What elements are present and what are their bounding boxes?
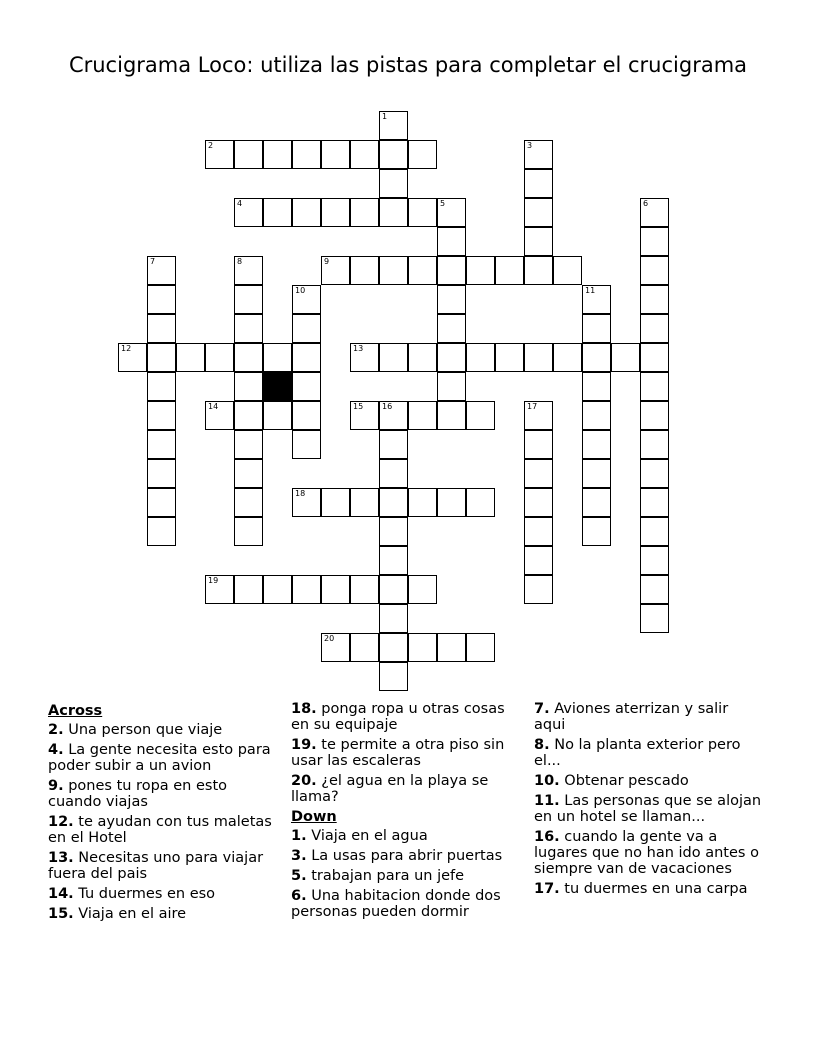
grid-cell[interactable]: [321, 198, 350, 227]
grid-cell[interactable]: [205, 343, 234, 372]
grid-cell[interactable]: [292, 401, 321, 430]
grid-cell[interactable]: [640, 227, 669, 256]
grid-cell[interactable]: [379, 488, 408, 517]
grid-cell[interactable]: [147, 401, 176, 430]
grid-cell[interactable]: [205, 140, 234, 169]
clue-text: trabajan para un jefe: [306, 868, 465, 884]
grid-cell[interactable]: [582, 517, 611, 546]
grid-cell[interactable]: [640, 256, 669, 285]
grid-cell[interactable]: [524, 430, 553, 459]
grid-cell[interactable]: [524, 575, 553, 604]
clue-number-label: 13.: [48, 850, 74, 866]
clue-number-label: 1.: [291, 828, 307, 844]
clue-number-label: 18.: [291, 701, 317, 717]
grid-cell[interactable]: [379, 169, 408, 198]
grid-cell[interactable]: [234, 256, 263, 285]
grid-cell[interactable]: [379, 401, 408, 430]
clue-number-label: 3.: [291, 848, 307, 864]
grid-cell[interactable]: [263, 401, 292, 430]
grid-cell[interactable]: [379, 459, 408, 488]
grid-cell[interactable]: [582, 459, 611, 488]
grid-cell[interactable]: [524, 546, 553, 575]
grid-cell[interactable]: [147, 517, 176, 546]
clue-number: 17: [527, 402, 538, 411]
grid-cell[interactable]: [147, 343, 176, 372]
grid-cell[interactable]: [205, 575, 234, 604]
grid-cell[interactable]: [147, 256, 176, 285]
grid-cell[interactable]: [234, 372, 263, 401]
clue-number-label: 12.: [48, 814, 74, 830]
grid-cell[interactable]: [379, 430, 408, 459]
clue-number-label: 10.: [534, 773, 560, 789]
grid-cell[interactable]: [234, 140, 263, 169]
grid-cell[interactable]: [437, 633, 466, 662]
clue-item: [534, 701, 764, 733]
grid-cell[interactable]: [292, 198, 321, 227]
grid-cell[interactable]: [640, 604, 669, 633]
clue-text: Viaja en el agua: [306, 828, 428, 844]
grid-cell[interactable]: [437, 285, 466, 314]
clue-number: 11: [585, 286, 596, 295]
clue-number: 10: [295, 286, 306, 295]
grid-cell[interactable]: [234, 343, 263, 372]
clue-item: [534, 881, 764, 897]
grid-cell[interactable]: [640, 285, 669, 314]
grid-cell[interactable]: [437, 343, 466, 372]
grid-cell[interactable]: [321, 488, 350, 517]
clue-number-label: 16.: [534, 829, 560, 845]
clue-text: ¿el agua en la playa se llama?: [291, 773, 489, 805]
clue-text: tu duermes en una carpa: [559, 881, 748, 897]
grid-cell[interactable]: [350, 256, 379, 285]
clue-item: [534, 773, 764, 789]
grid-cell[interactable]: [292, 140, 321, 169]
clues-column-3: [534, 701, 764, 901]
grid-cell[interactable]: [321, 633, 350, 662]
clue-number: 2: [208, 141, 214, 150]
grid-cell[interactable]: [350, 140, 379, 169]
grid-cell[interactable]: [379, 633, 408, 662]
grid-cell[interactable]: [437, 256, 466, 285]
grid-cell[interactable]: [640, 575, 669, 604]
clue-number-label: 5.: [291, 868, 307, 884]
clue-item: [48, 742, 278, 774]
grid-cell[interactable]: [292, 314, 321, 343]
grid-cell[interactable]: [205, 401, 234, 430]
grid-cell[interactable]: [640, 372, 669, 401]
clue-text: La usas para abrir puertas: [306, 848, 503, 864]
grid-cell[interactable]: [379, 343, 408, 372]
grid-cell[interactable]: [263, 198, 292, 227]
grid-cell[interactable]: [234, 488, 263, 517]
grid-cell[interactable]: [582, 430, 611, 459]
clue-number-label: 7.: [534, 701, 550, 717]
clue-item: [48, 886, 278, 902]
clue-number-label: 17.: [534, 881, 560, 897]
clue-item: [48, 906, 278, 922]
grid-cell[interactable]: [524, 256, 553, 285]
clue-number: 12: [121, 344, 132, 353]
grid-cell[interactable]: [350, 633, 379, 662]
clue-text: Una person que viaje: [63, 722, 223, 738]
grid-cell[interactable]: [611, 343, 640, 372]
grid-cell[interactable]: [350, 488, 379, 517]
clue-section-heading: Across: [48, 703, 103, 719]
clue-number: 8: [237, 257, 243, 266]
clue-item: [534, 793, 764, 825]
grid-cell[interactable]: [466, 343, 495, 372]
clue-item: [48, 850, 278, 882]
grid-cell[interactable]: [524, 169, 553, 198]
clue-text: te ayudan con tus maletas en el Hotel: [48, 814, 272, 846]
clue-text: Las personas que se alojan en un hotel se llaman...: [534, 793, 762, 825]
clue-number: 7: [150, 257, 156, 266]
clue-text: Una habitacion donde dos personas pueden dormir: [291, 888, 501, 920]
grid-cell[interactable]: [582, 401, 611, 430]
clue-text: cuando la gente va a lugares que no han ido antes o siempre van de vacaciones: [534, 829, 759, 877]
clue-number: 1: [382, 112, 388, 121]
grid-cell[interactable]: [495, 343, 524, 372]
grid-cell[interactable]: [437, 372, 466, 401]
clue-item: [291, 737, 521, 769]
grid-cell[interactable]: [640, 459, 669, 488]
grid-cell[interactable]: [466, 256, 495, 285]
clue-number-label: 11.: [534, 793, 560, 809]
clue-item: [291, 848, 521, 864]
grid-cell[interactable]: [234, 459, 263, 488]
clue-text: Aviones aterrizan y salir aqui: [534, 701, 729, 733]
grid-cell[interactable]: [524, 401, 553, 430]
grid-cell[interactable]: [466, 633, 495, 662]
grid-cell[interactable]: [640, 430, 669, 459]
grid-cell[interactable]: [234, 198, 263, 227]
clue-text: Necesitas uno para viajar fuera del pais: [48, 850, 264, 882]
grid-cell[interactable]: [408, 401, 437, 430]
clue-item: [291, 701, 521, 733]
grid-cell[interactable]: [118, 343, 147, 372]
clue-text: ponga ropa u otras cosas en su equipaje: [291, 701, 505, 733]
grid-cell[interactable]: [640, 198, 669, 227]
grid-cell[interactable]: [263, 140, 292, 169]
grid-cell[interactable]: [524, 517, 553, 546]
clue-item: [291, 773, 521, 805]
grid-cell[interactable]: [582, 343, 611, 372]
grid-cell[interactable]: [437, 227, 466, 256]
black-cell: [263, 372, 292, 401]
clue-number: 19: [208, 576, 219, 585]
grid-cell[interactable]: [147, 430, 176, 459]
clues-column-1: [48, 701, 278, 926]
grid-cell[interactable]: [147, 285, 176, 314]
grid-cell[interactable]: [640, 517, 669, 546]
clue-item: [291, 828, 521, 844]
grid-cell[interactable]: [582, 372, 611, 401]
grid-cell[interactable]: [524, 140, 553, 169]
clue-item: [291, 888, 521, 920]
grid-cell[interactable]: [234, 285, 263, 314]
clue-number: 20: [324, 634, 335, 643]
clue-section-heading: Down: [291, 809, 337, 825]
grid-cell[interactable]: [147, 372, 176, 401]
clue-text: No la planta exterior pero el...: [534, 737, 741, 769]
grid-cell[interactable]: [640, 314, 669, 343]
grid-cell[interactable]: [234, 401, 263, 430]
clue-item: [291, 868, 521, 884]
clue-number: 15: [353, 402, 364, 411]
grid-cell[interactable]: [263, 575, 292, 604]
clue-number: 5: [440, 199, 446, 208]
clue-item: [534, 829, 764, 877]
clue-number: 3: [527, 141, 533, 150]
grid-cell[interactable]: [466, 401, 495, 430]
clue-number-label: 19.: [291, 737, 317, 753]
grid-cell[interactable]: [524, 227, 553, 256]
grid-cell[interactable]: [292, 430, 321, 459]
grid-cell[interactable]: [321, 256, 350, 285]
grid-cell[interactable]: [408, 256, 437, 285]
clue-number: 13: [353, 344, 364, 353]
clue-number: 4: [237, 199, 243, 208]
grid-cell[interactable]: [553, 256, 582, 285]
grid-cell[interactable]: [234, 314, 263, 343]
grid-cell[interactable]: [292, 285, 321, 314]
grid-cell[interactable]: [582, 488, 611, 517]
grid-cell[interactable]: [379, 140, 408, 169]
grid-cell[interactable]: [147, 314, 176, 343]
grid-cell[interactable]: [524, 198, 553, 227]
grid-cell[interactable]: [640, 343, 669, 372]
grid-cell[interactable]: [408, 633, 437, 662]
clue-number-label: 9.: [48, 778, 64, 794]
clue-item: [48, 814, 278, 846]
grid-cell[interactable]: [640, 401, 669, 430]
clue-number: 18: [295, 489, 306, 498]
grid-cell[interactable]: [263, 343, 292, 372]
grid-cell[interactable]: [524, 488, 553, 517]
clue-text: pones tu ropa en esto cuando viajas: [48, 778, 228, 810]
grid-cell[interactable]: [292, 575, 321, 604]
grid-cell[interactable]: [524, 343, 553, 372]
grid-cell[interactable]: [437, 314, 466, 343]
grid-cell[interactable]: [350, 575, 379, 604]
grid-cell[interactable]: [350, 343, 379, 372]
grid-cell[interactable]: [321, 575, 350, 604]
grid-cell[interactable]: [147, 459, 176, 488]
grid-cell[interactable]: [524, 459, 553, 488]
grid-cell[interactable]: [147, 488, 176, 517]
grid-cell[interactable]: [582, 314, 611, 343]
grid-cell[interactable]: [292, 343, 321, 372]
grid-cell[interactable]: [176, 343, 205, 372]
clue-number-label: 2.: [48, 722, 64, 738]
grid-cell[interactable]: [408, 575, 437, 604]
grid-cell[interactable]: [234, 575, 263, 604]
clue-number-label: 6.: [291, 888, 307, 904]
clue-text: te permite a otra piso sin usar las escaleras: [291, 737, 505, 769]
grid-cell[interactable]: [379, 546, 408, 575]
grid-cell[interactable]: [553, 343, 582, 372]
grid-cell[interactable]: [437, 401, 466, 430]
grid-cell[interactable]: [379, 111, 408, 140]
grid-cell[interactable]: [350, 401, 379, 430]
clue-number-label: 4.: [48, 742, 64, 758]
grid-cell[interactable]: [379, 575, 408, 604]
clue-number-label: 14.: [48, 886, 74, 902]
clue-item: [534, 737, 764, 769]
clue-text: Tu duermes en eso: [73, 886, 216, 902]
grid-cell[interactable]: [379, 256, 408, 285]
grid-cell[interactable]: [292, 372, 321, 401]
grid-cell[interactable]: [640, 546, 669, 575]
clue-text: La gente necesita esto para poder subir a un avion: [48, 742, 271, 774]
grid-cell[interactable]: [408, 343, 437, 372]
grid-cell[interactable]: [640, 488, 669, 517]
grid-cell[interactable]: [466, 488, 495, 517]
grid-cell[interactable]: [408, 488, 437, 517]
grid-cell[interactable]: [408, 140, 437, 169]
grid-cell[interactable]: [234, 517, 263, 546]
clue-number: 14: [208, 402, 219, 411]
grid-cell[interactable]: [379, 517, 408, 546]
clue-item: [48, 778, 278, 810]
grid-cell[interactable]: [582, 285, 611, 314]
clue-number-label: 8.: [534, 737, 550, 753]
clue-text: Viaja en el aire: [73, 906, 187, 922]
grid-cell[interactable]: [234, 430, 263, 459]
grid-cell[interactable]: [495, 256, 524, 285]
page-title: Crucigrama Loco: utiliza las pistas para completar el crucigrama: [68, 53, 748, 77]
grid-cell[interactable]: [437, 198, 466, 227]
clue-text: Obtenar pescado: [559, 773, 689, 789]
clues-column-2: [291, 701, 521, 924]
clue-number: 6: [643, 199, 649, 208]
grid-cell[interactable]: [408, 198, 437, 227]
clue-number: 9: [324, 257, 330, 266]
grid-cell[interactable]: [350, 198, 379, 227]
clue-item: [48, 722, 278, 738]
clue-number-label: 20.: [291, 773, 317, 789]
clue-number-label: 15.: [48, 906, 74, 922]
grid-cell[interactable]: [379, 662, 408, 691]
grid-cell[interactable]: [321, 140, 350, 169]
grid-cell[interactable]: [292, 488, 321, 517]
clue-number: 16: [382, 402, 393, 411]
grid-cell[interactable]: [379, 604, 408, 633]
grid-cell[interactable]: [437, 488, 466, 517]
grid-cell[interactable]: [379, 198, 408, 227]
